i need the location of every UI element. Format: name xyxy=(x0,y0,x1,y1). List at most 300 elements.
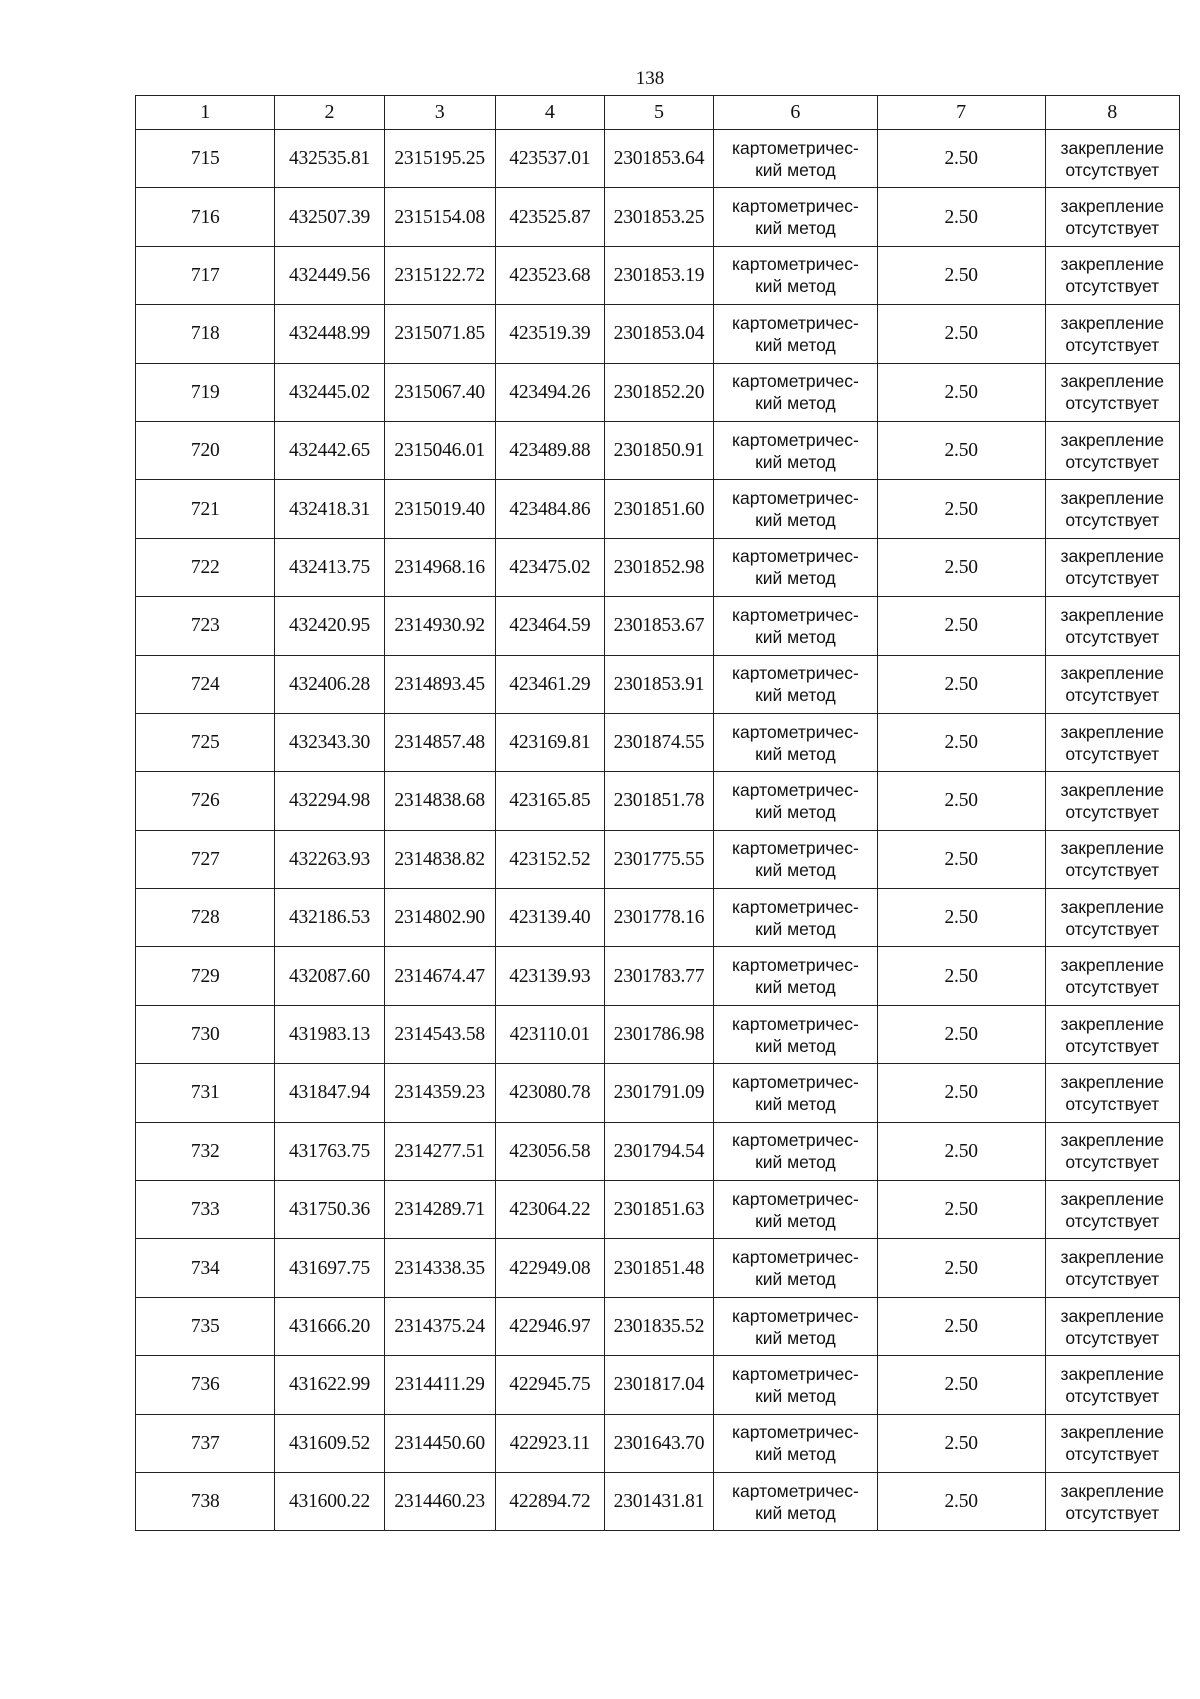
y2-cell: 2301851.63 xyxy=(604,1181,713,1239)
status-text-line: закрепление xyxy=(1060,604,1164,625)
status-text-line: отсутствует xyxy=(1065,685,1160,706)
table-row xyxy=(136,655,1180,713)
y1-cell: 2314289.71 xyxy=(384,1181,495,1239)
y2-cell: 2301874.55 xyxy=(604,713,713,771)
method-text-line: картометричес- xyxy=(732,1363,859,1384)
coordinates-table xyxy=(135,95,1180,1531)
y2-cell: 2301853.25 xyxy=(604,188,713,246)
x1-cell: 432418.31 xyxy=(275,480,384,538)
accuracy-cell: 2.50 xyxy=(877,1356,1045,1414)
table-row xyxy=(136,772,1180,830)
x2-cell: 423056.58 xyxy=(495,1122,604,1180)
x2-cell: 423523.68 xyxy=(495,246,604,304)
y1-cell: 2315067.40 xyxy=(384,363,495,421)
column-header: 5 xyxy=(604,96,713,130)
y2-cell: 2301775.55 xyxy=(604,830,713,888)
x2-cell: 423537.01 xyxy=(495,130,604,188)
accuracy-cell: 2.50 xyxy=(877,363,1045,421)
y1-cell: 2315046.01 xyxy=(384,421,495,479)
status-text-line: отсутствует xyxy=(1065,393,1160,414)
x2-cell: 423110.01 xyxy=(495,1005,604,1063)
point-number-cell: 736 xyxy=(136,1356,275,1414)
method-cell xyxy=(714,1005,878,1063)
point-number-cell: 738 xyxy=(136,1472,275,1530)
status-text-line: закрепление xyxy=(1060,137,1164,158)
method-text-line: кий метод xyxy=(755,568,836,589)
point-number-cell: 734 xyxy=(136,1239,275,1297)
method-text-line: кий метод xyxy=(755,1152,836,1173)
accuracy-cell: 2.50 xyxy=(877,1064,1045,1122)
y1-cell: 2314893.45 xyxy=(384,655,495,713)
x2-cell: 422945.75 xyxy=(495,1356,604,1414)
table-row xyxy=(136,947,1180,1005)
x1-cell: 431666.20 xyxy=(275,1297,384,1355)
x2-cell: 423484.86 xyxy=(495,480,604,538)
x1-cell: 431750.36 xyxy=(275,1181,384,1239)
y2-cell: 2301791.09 xyxy=(604,1064,713,1122)
status-text-line: закрепление xyxy=(1060,838,1164,859)
status-cell xyxy=(1045,889,1179,947)
y1-cell: 2314543.58 xyxy=(384,1005,495,1063)
y2-cell: 2301851.48 xyxy=(604,1239,713,1297)
x1-cell: 432087.60 xyxy=(275,947,384,1005)
accuracy-cell: 2.50 xyxy=(877,188,1045,246)
method-cell xyxy=(714,1064,878,1122)
status-text-line: закрепление xyxy=(1060,1363,1164,1384)
method-cell xyxy=(714,889,878,947)
status-cell xyxy=(1045,1064,1179,1122)
status-text-line: закрепление xyxy=(1060,1071,1164,1092)
method-text-line: кий метод xyxy=(755,276,836,297)
method-cell xyxy=(714,947,878,1005)
status-cell xyxy=(1045,480,1179,538)
status-text-line: закрепление xyxy=(1060,312,1164,333)
x2-cell: 423169.81 xyxy=(495,713,604,771)
y1-cell: 2315019.40 xyxy=(384,480,495,538)
status-text-line: отсутствует xyxy=(1065,801,1160,822)
column-header: 6 xyxy=(714,96,878,130)
status-text-line: закрепление xyxy=(1060,196,1164,217)
method-cell xyxy=(714,655,878,713)
x1-cell: 432442.65 xyxy=(275,421,384,479)
status-text-line: отсутствует xyxy=(1065,626,1160,647)
x1-cell: 432406.28 xyxy=(275,655,384,713)
table-row xyxy=(136,830,1180,888)
table-row xyxy=(136,1297,1180,1355)
y1-cell: 2314838.68 xyxy=(384,772,495,830)
status-text-line: отсутствует xyxy=(1065,1327,1160,1348)
method-text-line: кий метод xyxy=(755,801,836,822)
status-cell xyxy=(1045,1356,1179,1414)
method-text-line: кий метод xyxy=(755,1327,836,1348)
method-cell xyxy=(714,597,878,655)
y2-cell: 2301778.16 xyxy=(604,889,713,947)
status-cell xyxy=(1045,713,1179,771)
table-row xyxy=(136,1414,1180,1472)
status-cell xyxy=(1045,1005,1179,1063)
y1-cell: 2314838.82 xyxy=(384,830,495,888)
y1-cell: 2314359.23 xyxy=(384,1064,495,1122)
status-text-line: отсутствует xyxy=(1065,334,1160,355)
method-cell xyxy=(714,1356,878,1414)
column-header: 7 xyxy=(877,96,1045,130)
accuracy-cell: 2.50 xyxy=(877,772,1045,830)
x1-cell: 431609.52 xyxy=(275,1414,384,1472)
accuracy-cell: 2.50 xyxy=(877,1414,1045,1472)
x1-cell: 432507.39 xyxy=(275,188,384,246)
x1-cell: 431983.13 xyxy=(275,1005,384,1063)
status-text-line: отсутствует xyxy=(1065,218,1160,239)
method-text-line: кий метод xyxy=(755,1444,836,1465)
status-text-line: закрепление xyxy=(1060,721,1164,742)
point-number-cell: 715 xyxy=(136,130,275,188)
status-text-line: отсутствует xyxy=(1065,1502,1160,1523)
accuracy-cell: 2.50 xyxy=(877,830,1045,888)
point-number-cell: 722 xyxy=(136,538,275,596)
accuracy-cell: 2.50 xyxy=(877,1239,1045,1297)
method-text-line: картометричес- xyxy=(732,1247,859,1268)
point-number-cell: 737 xyxy=(136,1414,275,1472)
method-text-line: кий метод xyxy=(755,218,836,239)
y2-cell: 2301643.70 xyxy=(604,1414,713,1472)
status-text-line: закрепление xyxy=(1060,663,1164,684)
method-cell xyxy=(714,188,878,246)
status-text-line: закрепление xyxy=(1060,371,1164,392)
y2-cell: 2301431.81 xyxy=(604,1472,713,1530)
table-body xyxy=(136,130,1180,1531)
method-text-line: картометричес- xyxy=(732,838,859,859)
method-text-line: картометричес- xyxy=(732,1305,859,1326)
table-row xyxy=(136,130,1180,188)
method-text-line: кий метод xyxy=(755,1035,836,1056)
method-cell xyxy=(714,130,878,188)
method-cell xyxy=(714,1414,878,1472)
method-text-line: картометричес- xyxy=(732,663,859,684)
x1-cell: 432413.75 xyxy=(275,538,384,596)
y2-cell: 2301783.77 xyxy=(604,947,713,1005)
y1-cell: 2315195.25 xyxy=(384,130,495,188)
point-number-cell: 724 xyxy=(136,655,275,713)
accuracy-cell: 2.50 xyxy=(877,947,1045,1005)
x1-cell: 432186.53 xyxy=(275,889,384,947)
method-text-line: картометричес- xyxy=(732,1071,859,1092)
status-text-line: закрепление xyxy=(1060,1480,1164,1501)
status-cell xyxy=(1045,1472,1179,1530)
y1-cell: 2314930.92 xyxy=(384,597,495,655)
y2-cell: 2301853.91 xyxy=(604,655,713,713)
method-text-line: картометричес- xyxy=(732,196,859,217)
method-cell xyxy=(714,830,878,888)
table-row xyxy=(136,1122,1180,1180)
status-cell xyxy=(1045,1297,1179,1355)
method-text-line: картометричес- xyxy=(732,604,859,625)
y1-cell: 2314450.60 xyxy=(384,1414,495,1472)
header-row xyxy=(136,96,1180,130)
method-text-line: картометричес- xyxy=(732,1480,859,1501)
method-cell xyxy=(714,421,878,479)
method-text-line: кий метод xyxy=(755,393,836,414)
status-text-line: отсутствует xyxy=(1065,276,1160,297)
status-text-line: закрепление xyxy=(1060,1130,1164,1151)
method-text-line: картометричес- xyxy=(732,896,859,917)
method-text-line: картометричес- xyxy=(732,488,859,509)
accuracy-cell: 2.50 xyxy=(877,1472,1045,1530)
y1-cell: 2314460.23 xyxy=(384,1472,495,1530)
status-cell xyxy=(1045,597,1179,655)
status-cell xyxy=(1045,655,1179,713)
accuracy-cell: 2.50 xyxy=(877,1122,1045,1180)
y2-cell: 2301853.19 xyxy=(604,246,713,304)
method-text-line: кий метод xyxy=(755,1093,836,1114)
x2-cell: 423461.29 xyxy=(495,655,604,713)
status-text-line: закрепление xyxy=(1060,546,1164,567)
point-number-cell: 719 xyxy=(136,363,275,421)
method-cell xyxy=(714,772,878,830)
method-text-line: картометричес- xyxy=(732,546,859,567)
column-header: 1 xyxy=(136,96,275,130)
method-text-line: кий метод xyxy=(755,918,836,939)
x2-cell: 423494.26 xyxy=(495,363,604,421)
y2-cell: 2301835.52 xyxy=(604,1297,713,1355)
y2-cell: 2301817.04 xyxy=(604,1356,713,1414)
status-text-line: закрепление xyxy=(1060,254,1164,275)
status-text-line: закрепление xyxy=(1060,1247,1164,1268)
x2-cell: 423080.78 xyxy=(495,1064,604,1122)
y1-cell: 2314802.90 xyxy=(384,889,495,947)
y2-cell: 2301851.60 xyxy=(604,480,713,538)
y2-cell: 2301853.64 xyxy=(604,130,713,188)
point-number-cell: 725 xyxy=(136,713,275,771)
method-cell xyxy=(714,1181,878,1239)
table-row xyxy=(136,1181,1180,1239)
x2-cell: 423139.40 xyxy=(495,889,604,947)
y2-cell: 2301853.67 xyxy=(604,597,713,655)
table-row xyxy=(136,1064,1180,1122)
table-row xyxy=(136,363,1180,421)
x1-cell: 432449.56 xyxy=(275,246,384,304)
method-text-line: картометричес- xyxy=(732,254,859,275)
x2-cell: 422949.08 xyxy=(495,1239,604,1297)
method-cell xyxy=(714,538,878,596)
accuracy-cell: 2.50 xyxy=(877,713,1045,771)
status-cell xyxy=(1045,947,1179,1005)
x1-cell: 432448.99 xyxy=(275,305,384,363)
method-text-line: кий метод xyxy=(755,977,836,998)
method-text-line: картометричес- xyxy=(732,429,859,450)
table-row xyxy=(136,421,1180,479)
method-text-line: кий метод xyxy=(755,510,836,531)
accuracy-cell: 2.50 xyxy=(877,538,1045,596)
method-cell xyxy=(714,305,878,363)
x2-cell: 423475.02 xyxy=(495,538,604,596)
x2-cell: 423152.52 xyxy=(495,830,604,888)
status-text-line: отсутствует xyxy=(1065,1210,1160,1231)
table-row xyxy=(136,480,1180,538)
x1-cell: 432445.02 xyxy=(275,363,384,421)
method-cell xyxy=(714,1297,878,1355)
page-number: 138 xyxy=(635,68,665,89)
x2-cell: 423165.85 xyxy=(495,772,604,830)
status-cell xyxy=(1045,1122,1179,1180)
point-number-cell: 735 xyxy=(136,1297,275,1355)
point-number-cell: 717 xyxy=(136,246,275,304)
column-header: 8 xyxy=(1045,96,1179,130)
accuracy-cell: 2.50 xyxy=(877,655,1045,713)
status-text-line: закрепление xyxy=(1060,896,1164,917)
status-cell xyxy=(1045,130,1179,188)
status-cell xyxy=(1045,1239,1179,1297)
method-text-line: кий метод xyxy=(755,626,836,647)
point-number-cell: 732 xyxy=(136,1122,275,1180)
accuracy-cell: 2.50 xyxy=(877,889,1045,947)
accuracy-cell: 2.50 xyxy=(877,1297,1045,1355)
table-row xyxy=(136,538,1180,596)
x1-cell: 431600.22 xyxy=(275,1472,384,1530)
table-row xyxy=(136,889,1180,947)
status-cell xyxy=(1045,1181,1179,1239)
status-text-line: закрепление xyxy=(1060,955,1164,976)
y1-cell: 2314375.24 xyxy=(384,1297,495,1355)
method-cell xyxy=(714,363,878,421)
x1-cell: 431622.99 xyxy=(275,1356,384,1414)
x2-cell: 423519.39 xyxy=(495,305,604,363)
status-text-line: отсутствует xyxy=(1065,568,1160,589)
point-number-cell: 727 xyxy=(136,830,275,888)
method-text-line: кий метод xyxy=(755,860,836,881)
method-text-line: кий метод xyxy=(755,451,836,472)
status-text-line: отсутствует xyxy=(1065,159,1160,180)
x1-cell: 432420.95 xyxy=(275,597,384,655)
y1-cell: 2315122.72 xyxy=(384,246,495,304)
status-text-line: закрепление xyxy=(1060,1305,1164,1326)
x2-cell: 422946.97 xyxy=(495,1297,604,1355)
method-text-line: кий метод xyxy=(755,159,836,180)
x1-cell: 432535.81 xyxy=(275,130,384,188)
point-number-cell: 718 xyxy=(136,305,275,363)
method-cell xyxy=(714,246,878,304)
status-cell xyxy=(1045,246,1179,304)
column-header: 4 xyxy=(495,96,604,130)
method-cell xyxy=(714,713,878,771)
method-cell xyxy=(714,1239,878,1297)
accuracy-cell: 2.50 xyxy=(877,246,1045,304)
point-number-cell: 733 xyxy=(136,1181,275,1239)
table-row xyxy=(136,597,1180,655)
point-number-cell: 720 xyxy=(136,421,275,479)
column-header: 2 xyxy=(275,96,384,130)
accuracy-cell: 2.50 xyxy=(877,130,1045,188)
y1-cell: 2314277.51 xyxy=(384,1122,495,1180)
method-text-line: кий метод xyxy=(755,685,836,706)
status-text-line: отсутствует xyxy=(1065,1269,1160,1290)
y2-cell: 2301852.98 xyxy=(604,538,713,596)
table-row xyxy=(136,1239,1180,1297)
status-text-line: отсутствует xyxy=(1065,977,1160,998)
status-text-line: закрепление xyxy=(1060,1422,1164,1443)
status-cell xyxy=(1045,421,1179,479)
method-text-line: кий метод xyxy=(755,1502,836,1523)
method-cell xyxy=(714,480,878,538)
x1-cell: 432343.30 xyxy=(275,713,384,771)
table-row xyxy=(136,246,1180,304)
table-row xyxy=(136,305,1180,363)
y1-cell: 2314674.47 xyxy=(384,947,495,1005)
x2-cell: 422894.72 xyxy=(495,1472,604,1530)
status-cell xyxy=(1045,363,1179,421)
y1-cell: 2314968.16 xyxy=(384,538,495,596)
x2-cell: 423064.22 xyxy=(495,1181,604,1239)
accuracy-cell: 2.50 xyxy=(877,421,1045,479)
y2-cell: 2301794.54 xyxy=(604,1122,713,1180)
y1-cell: 2314857.48 xyxy=(384,713,495,771)
table-row xyxy=(136,188,1180,246)
status-text-line: отсутствует xyxy=(1065,1152,1160,1173)
method-text-line: картометричес- xyxy=(732,721,859,742)
point-number-cell: 728 xyxy=(136,889,275,947)
method-text-line: кий метод xyxy=(755,334,836,355)
y1-cell: 2315154.08 xyxy=(384,188,495,246)
method-text-line: кий метод xyxy=(755,1269,836,1290)
point-number-cell: 721 xyxy=(136,480,275,538)
method-text-line: картометричес- xyxy=(732,312,859,333)
x1-cell: 431763.75 xyxy=(275,1122,384,1180)
status-text-line: отсутствует xyxy=(1065,918,1160,939)
status-text-line: закрепление xyxy=(1060,779,1164,800)
table-row xyxy=(136,713,1180,771)
status-text-line: отсутствует xyxy=(1065,860,1160,881)
point-number-cell: 716 xyxy=(136,188,275,246)
point-number-cell: 723 xyxy=(136,597,275,655)
x2-cell: 423525.87 xyxy=(495,188,604,246)
y2-cell: 2301850.91 xyxy=(604,421,713,479)
x2-cell: 423139.93 xyxy=(495,947,604,1005)
x1-cell: 432294.98 xyxy=(275,772,384,830)
status-cell xyxy=(1045,188,1179,246)
x1-cell: 432263.93 xyxy=(275,830,384,888)
point-number-cell: 731 xyxy=(136,1064,275,1122)
accuracy-cell: 2.50 xyxy=(877,305,1045,363)
status-cell xyxy=(1045,772,1179,830)
method-text-line: картометричес- xyxy=(732,1013,859,1034)
status-text-line: закрепление xyxy=(1060,488,1164,509)
status-text-line: отсутствует xyxy=(1065,1035,1160,1056)
status-cell xyxy=(1045,538,1179,596)
method-text-line: картометричес- xyxy=(732,1188,859,1209)
status-text-line: закрепление xyxy=(1060,1188,1164,1209)
method-text-line: картометричес- xyxy=(732,955,859,976)
point-number-cell: 730 xyxy=(136,1005,275,1063)
x1-cell: 431847.94 xyxy=(275,1064,384,1122)
status-cell xyxy=(1045,305,1179,363)
method-text-line: картометричес- xyxy=(732,779,859,800)
table-row xyxy=(136,1005,1180,1063)
method-text-line: кий метод xyxy=(755,1385,836,1406)
method-text-line: кий метод xyxy=(755,1210,836,1231)
table-row xyxy=(136,1356,1180,1414)
y1-cell: 2315071.85 xyxy=(384,305,495,363)
status-text-line: отсутствует xyxy=(1065,1385,1160,1406)
method-text-line: картометричес- xyxy=(732,1130,859,1151)
point-number-cell: 726 xyxy=(136,772,275,830)
method-text-line: картометричес- xyxy=(732,137,859,158)
status-text-line: отсутствует xyxy=(1065,1444,1160,1465)
accuracy-cell: 2.50 xyxy=(877,597,1045,655)
method-text-line: картометричес- xyxy=(732,371,859,392)
accuracy-cell: 2.50 xyxy=(877,480,1045,538)
status-cell xyxy=(1045,830,1179,888)
y2-cell: 2301851.78 xyxy=(604,772,713,830)
column-header: 3 xyxy=(384,96,495,130)
